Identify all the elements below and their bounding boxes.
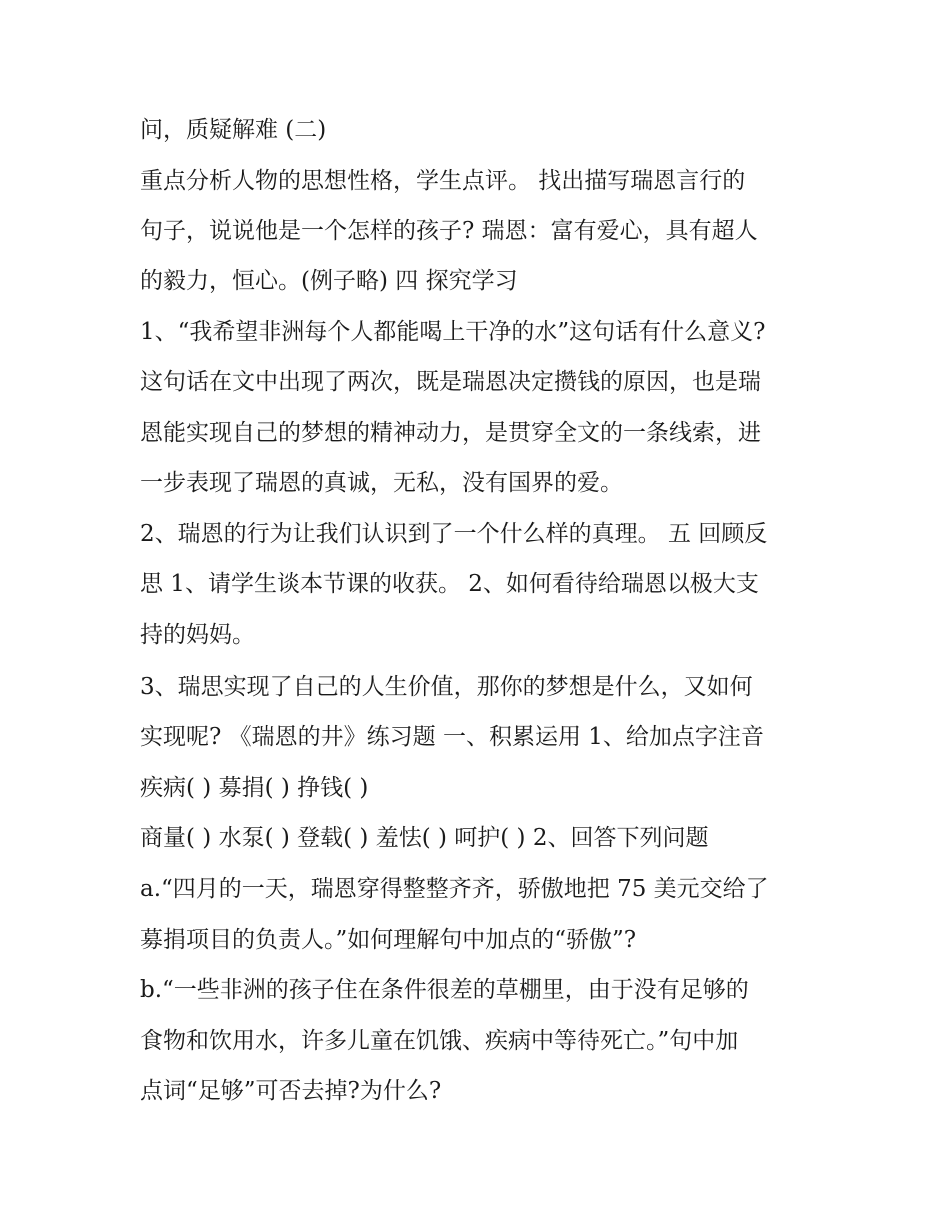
text-line: 一步表现了瑞恩的真诚，无私，没有国界的爱。 bbox=[140, 470, 623, 496]
text-line: b.“一些非洲的孩子住在条件很差的草棚里，由于没有足够的 bbox=[140, 977, 749, 1003]
text-line: 点词“足够”可否去掉?为什么? bbox=[140, 1078, 442, 1104]
text-line: 持的妈妈。 bbox=[140, 622, 255, 648]
text-line: 问，质疑解难 (二) bbox=[140, 117, 327, 143]
text-line: 恩能实现自己的梦想的精神动力，是贯穿全文的一条线索，进 bbox=[140, 420, 761, 446]
text-line: 实现呢? 《瑞恩的井》练习题 一、积累运用 1、给加点字注音 bbox=[140, 724, 764, 750]
text-line: 3、瑞思实现了自己的人生价值，那你的梦想是什么，又如何 bbox=[140, 674, 753, 700]
text-line: 募捐项目的负责人。”如何理解句中加点的“骄傲”? bbox=[140, 927, 637, 953]
text-line: 思 1、请学生谈本节课的收获。 2、如何看待给瑞恩以极大支 bbox=[140, 571, 759, 597]
text-line: 1、“我希望非洲每个人都能喝上干净的水”这句话有什么意义? bbox=[140, 319, 766, 345]
text-line: 句子，说说他是一个怎样的孩子? 瑞恩：富有爱心，具有超人 bbox=[140, 218, 758, 244]
text-line: 重点分析人物的思想性格，学生点评。 找出描写瑞恩言行的 bbox=[140, 168, 746, 194]
text-line: 这句话在文中出现了两次，既是瑞恩决定攒钱的原因，也是瑞 bbox=[140, 369, 761, 395]
text-line: a.“四月的一天，瑞恩穿得整整齐齐，骄傲地把 75 美元交给了 bbox=[140, 876, 769, 902]
text-line: 疾病( ) 募捐( ) 挣钱( ) bbox=[140, 775, 369, 801]
text-line: 2、瑞恩的行为让我们认识到了一个什么样的真理。 五 回顾反 bbox=[140, 521, 768, 547]
text-line: 的毅力，恒心。(例子略) 四 探究学习 bbox=[140, 268, 518, 294]
text-line: 食物和饮用水，许多儿童在饥饿、疾病中等待死亡。”句中加 bbox=[140, 1028, 739, 1054]
text-line: 商量( ) 水泵( ) 登载( ) 羞怯( ) 呵护( ) 2、回答下列问题 bbox=[140, 825, 709, 851]
